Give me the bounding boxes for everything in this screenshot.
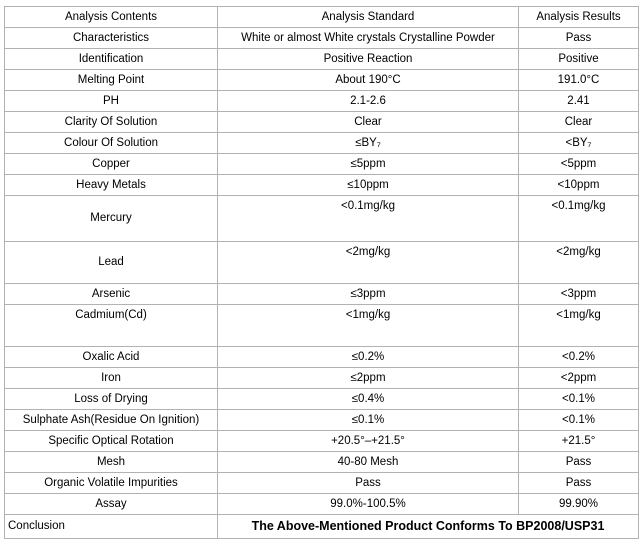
row-standard-cell: ≤5ppm [218,154,519,175]
row-standard-cell: ≤2ppm [218,368,519,389]
row-result-cell: +21.5° [519,431,639,452]
row-label-cell: Colour Of Solution [5,133,218,154]
row-standard-cell: White or almost White crystals Crystalline Powder [218,28,519,49]
row-standard-cell: <2mg/kg [218,242,519,284]
row-standard-cell: ≤3ppm [218,284,519,305]
row-label-cell: Cadmium(Cd) [5,305,218,347]
row-result-cell: <10ppm [519,175,639,196]
row-result-cell: 2.41 [519,91,639,112]
header-analysis-standard: Analysis Standard [218,7,519,28]
table-row [5,70,639,91]
row-result-cell: Pass [519,473,639,494]
table-row [5,91,639,112]
row-result-cell: Pass [519,452,639,473]
row-standard-cell: 2.1-2.6 [218,91,519,112]
row-standard-cell: ≤0.4% [218,389,519,410]
header-analysis-results: Analysis Results [519,7,639,28]
row-result-cell: <0.1% [519,410,639,431]
row-standard-cell: ≤0.2% [218,347,519,368]
row-label-cell: Copper [5,154,218,175]
row-standard-cell: About 190°C [218,70,519,91]
row-label-cell: Characteristics [5,28,218,49]
row-result-cell: <5ppm [519,154,639,175]
row-result-cell: <0.1% [519,389,639,410]
table-row [5,133,639,154]
row-result-cell: <2mg/kg [519,242,639,284]
conclusion-value: The Above-Mentioned Product Conforms To BP2008/USP31 [218,515,639,539]
table-row [5,242,639,284]
table-row [5,284,639,305]
row-standard-cell: <1mg/kg [218,305,519,347]
row-label-cell: Identification [5,49,218,70]
row-result-cell: 191.0°C [519,70,639,91]
table-row [5,431,639,452]
row-standard-cell: Pass [218,473,519,494]
table-row [5,494,639,515]
row-standard-cell: 99.0%-100.5% [218,494,519,515]
row-result-cell: Pass [519,28,639,49]
table-row [5,49,639,70]
row-label-cell: Oxalic Acid [5,347,218,368]
row-result-cell: <2ppm [519,368,639,389]
row-label-cell: Iron [5,368,218,389]
row-label-cell: Specific Optical Rotation [5,431,218,452]
row-label-cell: Organic Volatile Impurities [5,473,218,494]
table-row [5,112,639,133]
table-row [5,410,639,431]
row-standard-cell: +20.5°–+21.5° [218,431,519,452]
row-label-cell: Clarity Of Solution [5,112,218,133]
analysis-table [4,6,639,539]
table-row [5,389,639,410]
table-row [5,368,639,389]
table-row [5,473,639,494]
row-result-cell: Positive [519,49,639,70]
row-label-cell: PH [5,91,218,112]
table-row [5,28,639,49]
row-standard-cell: <0.1mg/kg [218,196,519,242]
row-label-cell: Sulphate Ash(Residue On Ignition) [5,410,218,431]
row-standard-cell: Positive Reaction [218,49,519,70]
row-result-cell: <1mg/kg [519,305,639,347]
conclusion-row [5,515,639,539]
row-result-cell: Clear [519,112,639,133]
table-row [5,305,639,347]
row-standard-cell: ≤10ppm [218,175,519,196]
row-label-cell: Lead [5,242,218,284]
table-header-row [5,7,639,28]
table-row [5,452,639,473]
table-row [5,347,639,368]
table-row [5,154,639,175]
row-standard-cell: ≤0.1% [218,410,519,431]
row-result-cell: <0.2% [519,347,639,368]
table-row [5,175,639,196]
row-result-cell: 99.90% [519,494,639,515]
row-label-cell: Assay [5,494,218,515]
row-label-cell: Heavy Metals [5,175,218,196]
row-result-cell: <3ppm [519,284,639,305]
header-analysis-contents: Analysis Contents [5,7,218,28]
row-label-cell: Mesh [5,452,218,473]
row-label-cell: Arsenic [5,284,218,305]
row-standard-cell: Clear [218,112,519,133]
row-standard-cell: ≤BY₇ [218,133,519,154]
row-label-cell: Loss of Drying [5,389,218,410]
row-result-cell: <BY₇ [519,133,639,154]
row-label-cell: Mercury [5,196,218,242]
table-row [5,196,639,242]
row-result-cell: <0.1mg/kg [519,196,639,242]
row-label-cell: Melting Point [5,70,218,91]
row-standard-cell: 40-80 Mesh [218,452,519,473]
conclusion-label: Conclusion [5,515,218,539]
